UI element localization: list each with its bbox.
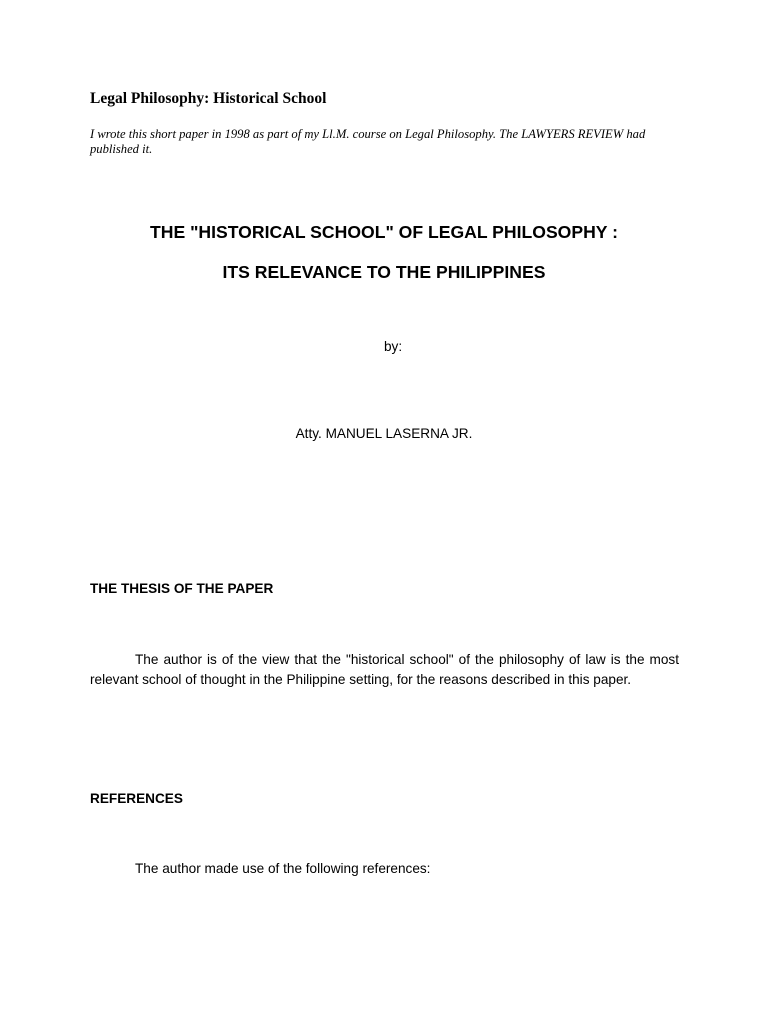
paper-title-line-1: THE "HISTORICAL SCHOOL" OF LEGAL PHILOSOPHY : (150, 222, 618, 242)
references-paragraph: The author made use of the following references: (135, 861, 431, 876)
document-title: Legal Philosophy: Historical School (90, 90, 327, 107)
references-heading: REFERENCES (90, 791, 183, 806)
author-name: Atty. MANUEL LASERNA JR. (295, 426, 473, 441)
thesis-paragraph: The author is of the view that the "historical school" of the philosophy of law is the most relevant school of thought in the Philippine setting, for the reasons described in this paper. (90, 652, 679, 687)
intro-note: I wrote this short paper in 1998 as part of my Ll.M. course on Legal Philosophy. The LAWYERS REVIEW had published it. (90, 127, 646, 156)
by-label: by: (384, 339, 403, 354)
thesis-heading: THE THESIS OF THE PAPER (90, 581, 274, 596)
paper-title-line-2: ITS RELEVANCE TO THE PHILIPPINES (222, 262, 546, 282)
